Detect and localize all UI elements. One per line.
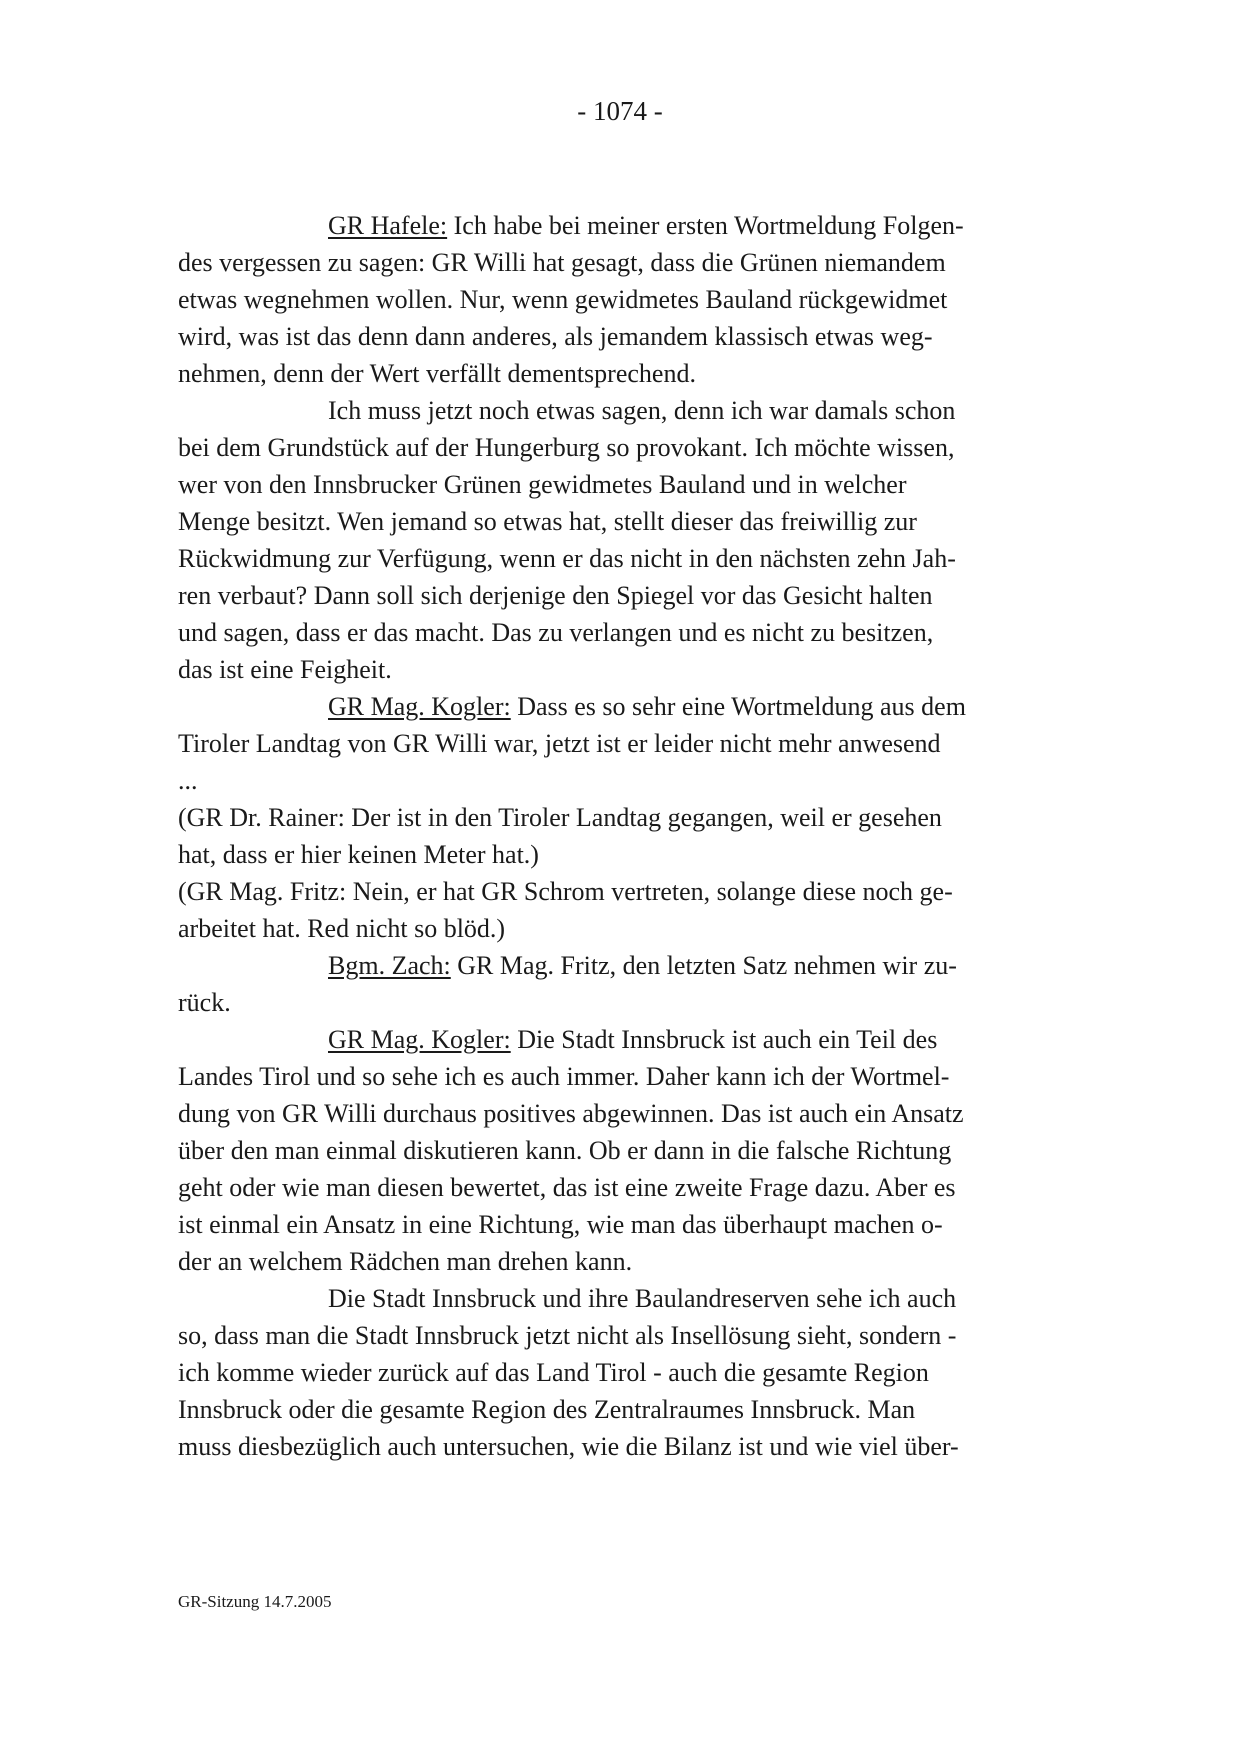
line-text: Ich habe bei meiner ersten Wortmeldung Folgen- [447, 211, 964, 240]
text-line: geht oder wie man diesen bewertet, das ist eine zweite Frage dazu. Aber es [178, 1173, 956, 1202]
speaker-name: GR Mag. Kogler: [328, 692, 511, 721]
text-line: der an welchem Rädchen man drehen kann. [178, 1247, 633, 1276]
line-text: GR Mag. Fritz, den letzten Satz nehmen wir zu- [450, 951, 957, 980]
text-line: Menge besitzt. Wen jemand so etwas hat, stellt dieser das freiwillig zur [178, 507, 917, 536]
text-line: ich komme wieder zurück auf das Land Tirol - auch die gesamte Region [178, 1358, 929, 1387]
text-line: ren verbaut? Dann soll sich derjenige den Spiegel vor das Gesicht halten [178, 581, 933, 610]
text-line: muss diesbezüglich auch untersuchen, wie die Bilanz ist und wie viel über- [178, 1432, 959, 1461]
text-line: ... [178, 766, 198, 795]
text-line: das ist eine Feigheit. [178, 655, 392, 684]
line-text: Die Stadt Innsbruck ist auch ein Teil des [510, 1025, 938, 1054]
text-line [178, 207, 1068, 244]
text-line: Innsbruck oder die gesamte Region des Zentralraumes Innsbruck. Man [178, 1395, 916, 1424]
text-line: Die Stadt Innsbruck und ihre Baulandreserven sehe ich auch [328, 1284, 957, 1313]
text-line: dung von GR Willi durchaus positives abgewinnen. Das ist auch ein Ansatz [178, 1099, 964, 1128]
page-number: - 1074 - [577, 96, 663, 126]
speaker-name: GR Mag. Kogler: [328, 1025, 511, 1054]
footer-session-date: GR-Sitzung 14.7.2005 [178, 1592, 332, 1611]
text-line: wird, was ist das denn dann anderes, als jemandem klassisch etwas weg- [178, 322, 933, 351]
text-line: (GR Mag. Fritz: Nein, er hat GR Schrom vertreten, solange diese noch ge- [178, 877, 953, 906]
text-line: ist einmal ein Ansatz in eine Richtung, wie man das überhaupt machen o- [178, 1210, 943, 1239]
text-line: Tiroler Landtag von GR Willi war, jetzt ist er leider nicht mehr anwesend [178, 729, 941, 758]
text-line: hat, dass er hier keinen Meter hat.) [178, 840, 539, 869]
protocol-body [178, 207, 1068, 1465]
text-line: des vergessen zu sagen: GR Willi hat gesagt, dass die Grünen niemandem [178, 248, 946, 277]
speaker-name: Bgm. Zach: [328, 951, 451, 980]
text-line: nehmen, denn der Wert verfällt dementsprechend. [178, 359, 696, 388]
text-line: wer von den Innsbrucker Grünen gewidmetes Bauland und in welcher [178, 470, 907, 499]
speaker-name: GR Hafele: [328, 211, 448, 240]
text-line: bei dem Grundstück auf der Hungerburg so provokant. Ich möchte wissen, [178, 433, 955, 462]
text-line: Rückwidmung zur Verfügung, wenn er das nicht in den nächsten zehn Jah- [178, 544, 956, 573]
text-line [178, 947, 1068, 984]
text-line: rück. [178, 988, 231, 1017]
text-line [178, 688, 1068, 725]
text-line: so, dass man die Stadt Innsbruck jetzt nicht als Insellösung sieht, sondern - [178, 1321, 957, 1350]
line-text: Dass es so sehr eine Wortmeldung aus dem [510, 692, 966, 721]
text-line: Ich muss jetzt noch etwas sagen, denn ich war damals schon [328, 396, 956, 425]
text-line: Landes Tirol und so sehe ich es auch immer. Daher kann ich der Wortmel- [178, 1062, 950, 1091]
text-line: über den man einmal diskutieren kann. Ob er dann in die falsche Richtung [178, 1136, 952, 1165]
text-line [178, 1021, 1068, 1058]
text-line: und sagen, dass er das macht. Das zu verlangen und es nicht zu besitzen, [178, 618, 934, 647]
text-line: (GR Dr. Rainer: Der ist in den Tiroler Landtag gegangen, weil er gesehen [178, 803, 942, 832]
text-line: etwas wegnehmen wollen. Nur, wenn gewidmetes Bauland rückgewidmet [178, 285, 948, 314]
text-line: arbeitet hat. Red nicht so blöd.) [178, 914, 506, 943]
